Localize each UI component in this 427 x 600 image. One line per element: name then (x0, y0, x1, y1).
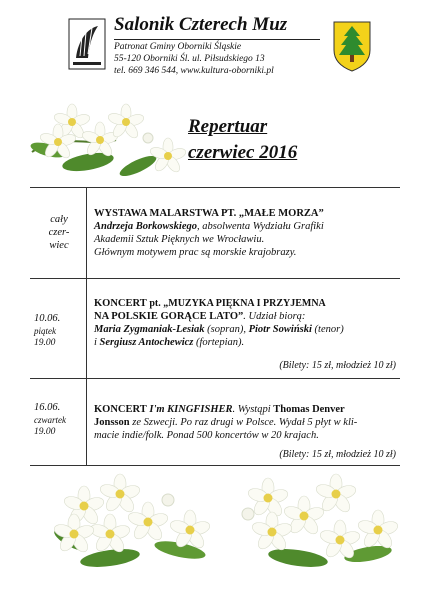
event-3-price: (Bilety: 15 zł, młodzież 10 zł) (279, 449, 396, 460)
jasmine-flowers-bottom-left-image (50, 470, 230, 579)
event-3-date-line3: 19.00 (34, 427, 56, 437)
event-2-performer-1-role: (sopran), (204, 324, 249, 335)
event-3-artist: Thomas Denver (273, 404, 345, 415)
event-2-date-line3: 19.00 (34, 338, 56, 348)
event-1-description (94, 207, 396, 259)
header-patronat: Patronat Gminy Oborniki Śląskie (114, 42, 242, 52)
event-1-desc2: Akademii Sztuk Pięknych we Wrocławiu. (94, 234, 265, 245)
event-2-performer-1: Maria Zygmaniak-Lesiak (94, 324, 205, 335)
event-3-desc1: ze Szwecji. Po raz drugi w Polsce. Wydał 5 płyt w kli- (129, 417, 358, 428)
header-contact: tel. 669 346 544, www.kultura-oborniki.pl (114, 66, 274, 76)
event-2-performer-2-role: (tenor) (311, 324, 344, 335)
event-3-title-tail: . Wystąpi (232, 404, 274, 415)
event-3-description (94, 403, 396, 442)
event-2-title: KONCERT (94, 298, 147, 309)
event-3-artist-surname: Jonsson (94, 417, 130, 428)
event-3-title: KONCERT (94, 404, 147, 415)
event-2-date-line1: 10.06. (34, 313, 61, 324)
event-2-date-line2: piątek (34, 326, 56, 336)
event-1-desc1: , absolwenta Wydziału Grafiki (196, 221, 324, 232)
event-1-date-line2: czer- (48, 227, 70, 238)
event-1-artist: Andrzeja Borkowskiego (94, 221, 197, 232)
event-3-desc2: macie indie/folk. Ponad 500 koncertów w 20 krajach. (94, 430, 319, 441)
header-title: Salonik Czterech Muz (114, 14, 288, 35)
event-2-title-cont: pt. „MUZYKA PIĘKNA I PRZYJEMNA (149, 298, 326, 309)
event-2-description (94, 297, 396, 349)
event-1-date-line3: wiec (49, 240, 69, 251)
repertuar-title: Repertuar (188, 116, 268, 137)
event-3-date-line2: czwartek (34, 415, 66, 425)
event-2-title-tail: . Udział biorą: (243, 311, 306, 322)
table-column-divider (86, 187, 87, 465)
event-2-date (34, 313, 84, 349)
repertuar-heading (188, 114, 297, 166)
event-3-date (34, 402, 84, 438)
event-2-performer-join: i (94, 337, 100, 348)
event-2-performer-2: Piotr Sowiński (248, 324, 312, 335)
event-2-performer-3: Sergiusz Antochewicz (99, 337, 194, 348)
salonik-logo (68, 18, 106, 70)
table-rule-bottom (30, 465, 400, 466)
event-2-title-line2: NA POLSKIE GORĄCE LATO” (94, 311, 244, 322)
event-2-performer-3-role: (fortepian). (193, 337, 245, 348)
header-divider (114, 39, 320, 40)
repertuar-month: czerwiec 2016 (188, 142, 298, 163)
event-3-title-cont: I'm KINGFISHER (146, 404, 233, 415)
coat-of-arms-icon (332, 20, 372, 72)
event-1-title: WYSTAWA MALARSTWA PT. „MAŁE MORZA” (94, 208, 324, 219)
event-2-price: (Bilety: 15 zł, młodzież 10 zł) (279, 360, 396, 371)
header-address: 55-120 Oborniki Śl. ul. Piłsudskiego 13 (114, 54, 265, 64)
jasmine-flowers-bottom-right-image (228, 470, 408, 579)
event-1-date-line1: cały (50, 214, 68, 225)
jasmine-flowers-top-image (28, 92, 188, 186)
event-1-date (34, 213, 84, 252)
event-3-date-line1: 16.06. (34, 402, 61, 413)
event-1-desc3: Głównym motywem prac są morskie krajobrazy. (94, 247, 297, 258)
